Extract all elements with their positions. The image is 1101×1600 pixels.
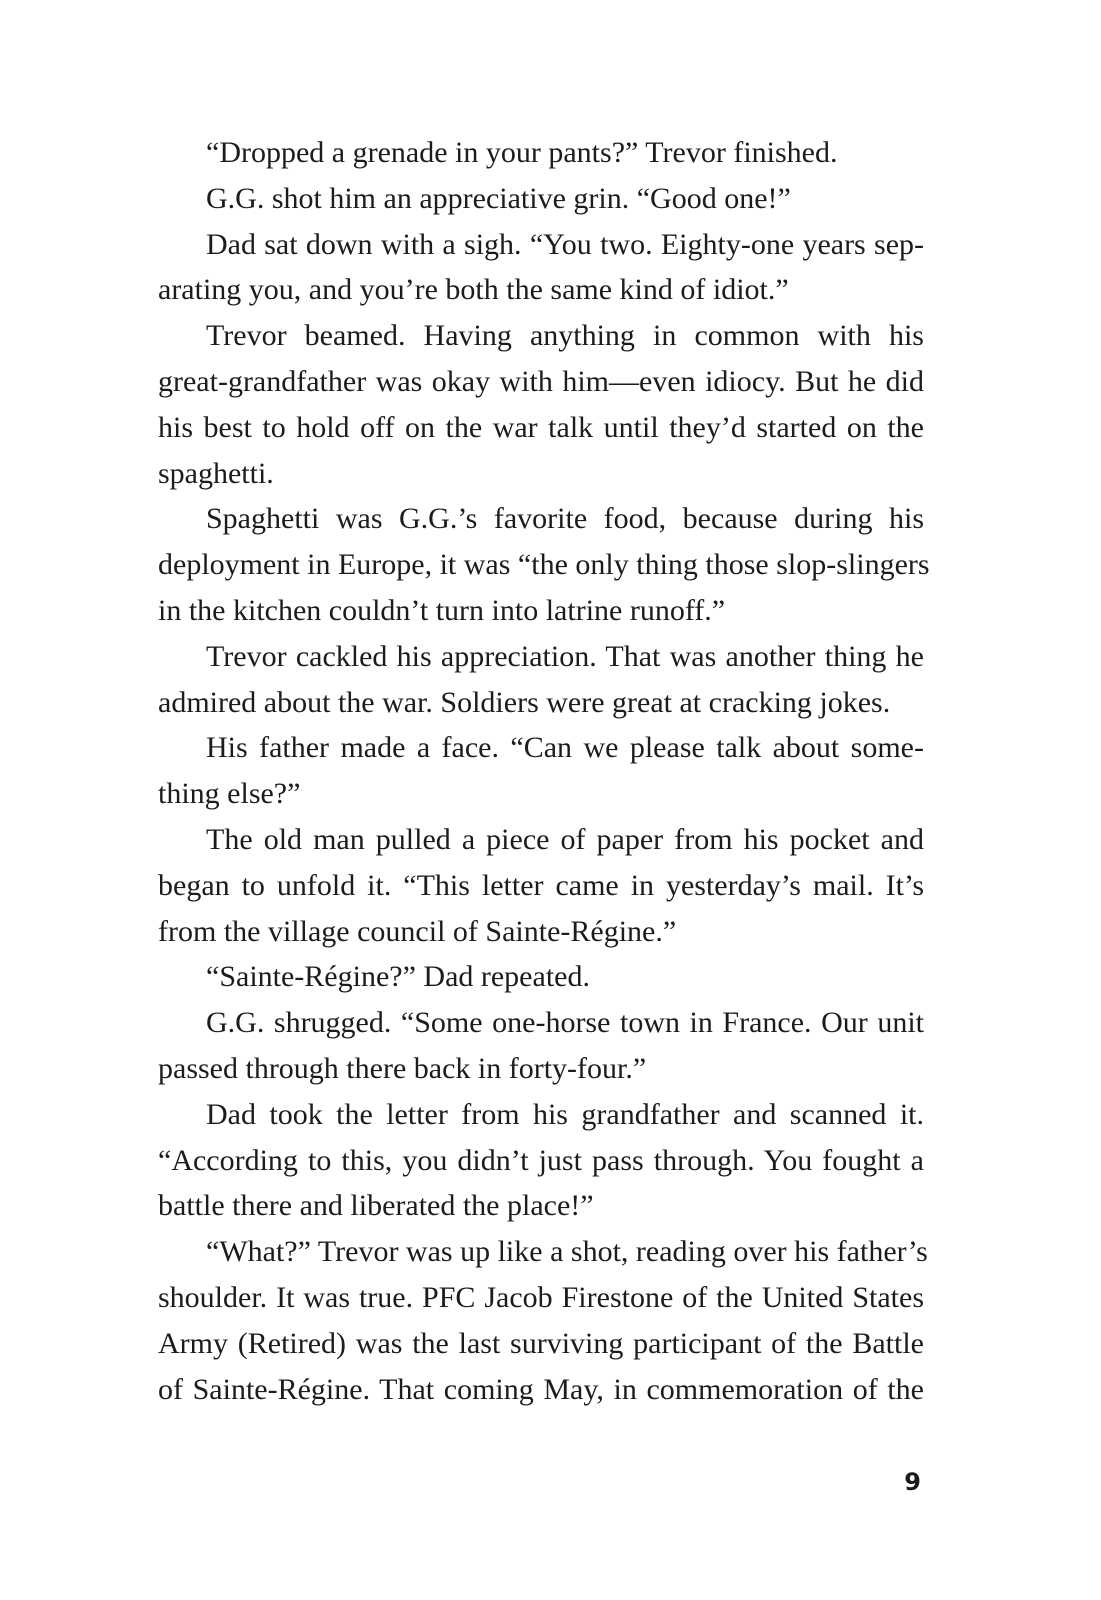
text-line: from the village council of Sainte-Régine.” bbox=[158, 914, 677, 948]
page-number: 9 bbox=[904, 1468, 921, 1496]
text-line: Army (Retired) was the last surviving participant of the Battle bbox=[158, 1326, 924, 1360]
text-line: Trevor beamed. Having anything in common with his bbox=[206, 319, 924, 353]
text-line: passed through there back in forty-four.” bbox=[158, 1051, 647, 1085]
text-line: The old man pulled a piece of paper from his pocket and bbox=[206, 822, 924, 856]
text-line: admired about the war. Soldiers were great at cracking jokes. bbox=[158, 685, 891, 719]
text-line: “What?” Trevor was up like a shot, reading over his father’s bbox=[206, 1235, 928, 1269]
text-line: Dad took the letter from his grandfather and scanned it. bbox=[206, 1097, 924, 1131]
text-line: arating you, and you’re both the same kind of idiot.” bbox=[158, 273, 789, 307]
text-line: thing else?” bbox=[158, 777, 301, 811]
text-line: his best to hold off on the war talk until they’d started on the bbox=[158, 410, 924, 444]
text-line: spaghetti. bbox=[158, 456, 274, 490]
text-line: in the kitchen couldn’t turn into latrine runoff.” bbox=[158, 593, 726, 627]
body-text bbox=[158, 130, 930, 1412]
text-line: “Sainte-Régine?” Dad repeated. bbox=[206, 960, 590, 994]
text-line: of Sainte-Régine. That coming May, in commemoration of the bbox=[158, 1372, 924, 1406]
text-line: G.G. shrugged. “Some one-horse town in France. Our unit bbox=[206, 1006, 924, 1040]
text-line: “According to this, you didn’t just pass through. You fought a bbox=[158, 1143, 924, 1177]
text-line: G.G. shot him an appreciative grin. “Good one!” bbox=[206, 181, 791, 215]
text-line: His father made a face. “Can we please talk about some- bbox=[206, 731, 924, 765]
text-line: “Dropped a grenade in your pants?” Trevor finished. bbox=[206, 136, 838, 169]
text-line: Dad sat down with a sigh. “You two. Eighty-one years sep- bbox=[206, 227, 924, 261]
text-line: shoulder. It was true. PFC Jacob Firestone of the United States bbox=[158, 1280, 924, 1314]
text-line: began to unfold it. “This letter came in yesterday’s mail. It’s bbox=[158, 868, 924, 902]
text-line: Spaghetti was G.G.’s favorite food, because during his bbox=[206, 502, 924, 536]
text-line: deployment in Europe, it was “the only thing those slop-slingers bbox=[158, 548, 930, 582]
text-line: Trevor cackled his appreciation. That was another thing he bbox=[206, 639, 924, 673]
text-line: great-grandfather was okay with him—even idiocy. But he did bbox=[158, 364, 924, 398]
text-line: battle there and liberated the place!” bbox=[158, 1189, 594, 1223]
